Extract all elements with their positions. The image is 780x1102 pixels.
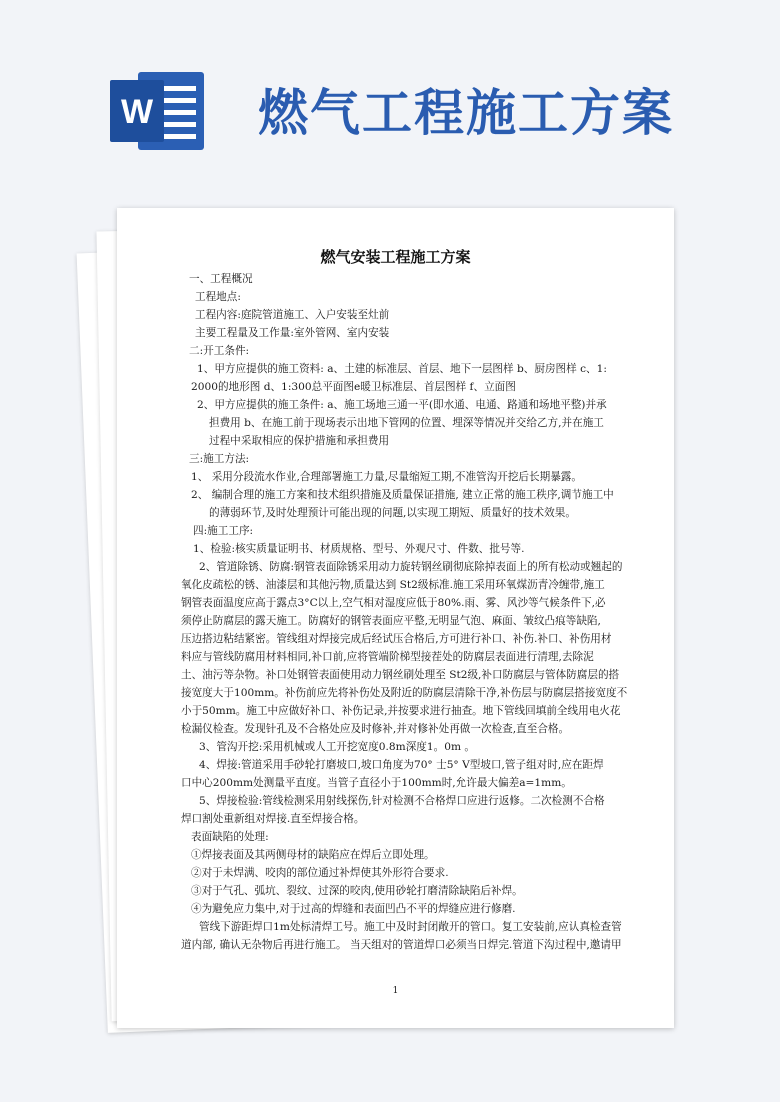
document-text-line: 2000的地形图 d、1:300总平面图e暖卫标准层、首层图样 f、立面图 — [191, 381, 516, 393]
document-page — [117, 208, 674, 1028]
document-title: 燃气安装工程施工方案 — [320, 248, 471, 266]
document-text-line: 2、管道除锈、防腐:钢管表面除锈采用动力旋转钢丝刷彻底除掉表面上的所有松动或翘起的 — [199, 561, 623, 573]
document-text-line: 主要工程量及工作量:室外管网、室内安装 — [195, 327, 390, 339]
document-text-line: 2、 编制合理的施工方案和技术组织措施及质量保证措施, 建立正常的施工秩序,调节施工中 — [191, 489, 614, 501]
banner-title: 燃气工程施工方案 — [258, 83, 674, 142]
document-text-line: ③对于气孔、弧坑、裂纹、过深的咬肉,使用砂轮打磨清除缺陷后补焊。 — [191, 885, 523, 897]
header-banner — [0, 0, 780, 190]
document-text-line: 2、甲方应提供的施工条件: a、施工场地三通一平(即水通、电通、路通和场地平整)并承 — [197, 399, 607, 411]
document-text-line: 工程内容:庭院管道施工、入户安装至灶前 — [195, 309, 390, 321]
document-text-line: 接宽度大于100mm。补伤前应先将补伤处及附近的防腐层清除干净,补伤层与防腐层搭接宽度不 — [181, 687, 628, 699]
document-text-line: 四:施工工序: — [193, 525, 254, 537]
document-text-line: 氧化皮疏松的锈、油漆层和其他污物,质量达到 St2级标准.施工采用环氧煤沥青冷缠带,施工 — [181, 579, 605, 591]
word-logo-letter: W — [120, 93, 154, 131]
document-text-line: 过程中采取相应的保护措施和承担费用 — [209, 435, 390, 447]
document-text-line: 一、工程概况 — [189, 273, 253, 285]
document-text-line: 须停止防腐层的露天施工。防腐好的钢管表面应平整,无明显气泡、麻面、皱纹凸痕等缺陷, — [181, 615, 601, 627]
page-number: 1 — [392, 986, 399, 996]
document-text-line: 1、 采用分段流水作业,合理部署施工力量,尽量缩短工期,不准管沟开挖后长期暴露。 — [191, 471, 582, 483]
document-text-line: 小于50mm。施工中应做好补口、补伤记录,并按要求进行抽查。地下管线回填前全线用电火花 — [181, 705, 621, 717]
document-text-line: 料应与管线防腐用材料相同,补口前,应将管端阶梯型接茬处的防腐层表面进行清理,去除泥 — [181, 651, 594, 663]
document-text-line: 5、焊接检验:管线检测采用射线探伤,针对检测不合格焊口应进行返修。二次检测不合格 — [199, 795, 605, 807]
document-text-line: 管线下游距焊口1m处标清焊工号。施工中及时封闭敞开的管口。复工安装前,应认真检查管 — [199, 921, 622, 933]
document-text-line: 三:施工方法: — [189, 453, 250, 465]
document-text-line: 担费用 b、在施工前于现场表示出地下管网的位置、埋深等情况并交给乙方,并在施工 — [209, 417, 604, 429]
document-text-line: 检漏仪检查。发现针孔及不合格处应及时修补,并对修补处再做一次检查,直至合格。 — [181, 723, 570, 735]
document-text-line: 4、焊接:管道采用手砂轮打磨坡口,坡口角度为70° 士5° V型坡口,管子组对时,应在距焊 — [199, 759, 604, 771]
document-text-line: 土、油污等杂物。补口处钢管表面使用动力钢丝刷处理至 St2级,补口防腐层与管体防腐层的搭 — [181, 669, 620, 681]
document-text-line: 钢管表面温度应高于露点3°C以上,空气相对湿度应低于80%.雨、雾、风沙等气候条件下,必 — [181, 597, 606, 609]
document-text-line: 1、甲方应提供的施工资料: a、土建的标准层、首层、地下一层图样 b、厨房图样 c、1: — [197, 363, 607, 375]
document-text-line: 表面缺陷的处理: — [191, 831, 269, 843]
document-text-line: ①焊接表面及其两侧母材的缺陷应在焊后立即处理。 — [191, 849, 435, 861]
document-text-line: 压边搭边粘结紧密。管线组对焊接完成后经试压合格后,方可进行补口、补伤.补口、补伤用材 — [181, 633, 612, 645]
document-text-line: 口中心200mm处测量平直度。当管子直径小于100mm时,允许最大偏差a=1mm。 — [181, 777, 572, 789]
document-text-line: 道内部, 确认无杂物后再进行施工。 当天组对的管道焊口必须当日焊完.管道下沟过程中,邀请甲 — [181, 939, 622, 951]
document-text-line: ④为避免应力集中,对于过高的焊缝和表面凹凸不平的焊缝应进行修磨. — [191, 903, 516, 915]
document-text-line: 3、管沟开挖:采用机械或人工开挖宽度0.8m深度1。0m 。 — [199, 741, 475, 753]
document-text-line: 1、检验:核实质量证明书、材质规格、型号、外观尺寸、件数、批号等. — [193, 543, 525, 555]
document-text-line: ②对于未焊满、咬肉的部位通过补焊使其外形符合要求. — [191, 867, 449, 879]
document-text-line: 焊口割处重新组对焊接.直至焊接合格。 — [181, 813, 365, 825]
document-text-line: 二:开工条件: — [189, 345, 250, 357]
document-text-line: 的薄弱环节,及时处理预计可能出现的问题,以实现工期短、质量好的技术效果。 — [209, 507, 576, 519]
document-text-line: 工程地点: — [195, 291, 241, 303]
word-document-icon — [108, 68, 208, 154]
